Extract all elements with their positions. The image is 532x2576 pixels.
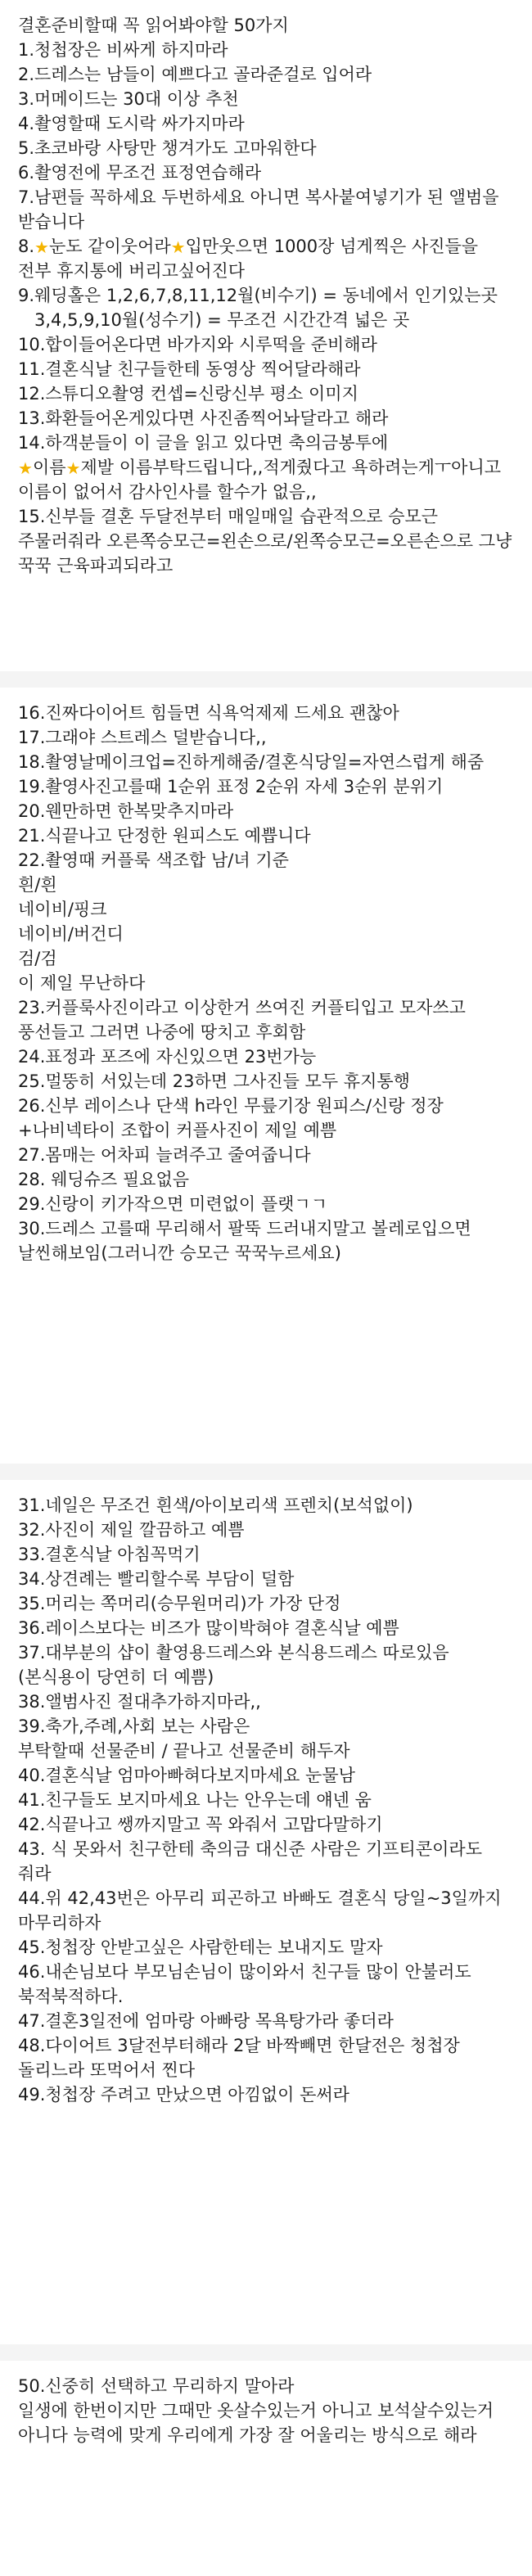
tip-line: 47.결혼3일전에 엄마랑 아빠랑 목욕탕가라 좋더라 xyxy=(18,2011,394,2031)
tip-line xyxy=(18,455,514,504)
star-icon: ★ xyxy=(34,237,49,257)
tip-line: 28. 웨딩슈즈 필요없음 xyxy=(18,1170,190,1189)
section-divider xyxy=(0,671,532,688)
tip-line: 17.그래야 스트레스 덜받습니다,, xyxy=(18,728,267,747)
tip-line: 네이비/핑크 xyxy=(18,900,107,919)
tip-line: 9.웨딩홀은 1,2,6,7,8,11,12월(비수기) = 동네에서 인기있는곳 xyxy=(18,286,498,305)
tip-line: 33.결혼식날 아침꼭먹기 xyxy=(18,1545,201,1564)
tip-line: 18.촬영날메이크업=진하게해줌/결혼식당일=자연스럽게 해줌 xyxy=(18,752,485,772)
tip-text: 제발 이름부탁드립니다,,적게줬다고 욕하려는게ㅜ아니고 이름이 없어서 감사인사를 할수가 없음,, xyxy=(18,458,502,502)
tip-line: 6.촬영전에 무조건 표정연습해라 xyxy=(18,163,262,183)
tip-line: 43. 식 못와서 친구한테 축의금 대신준 사람은 기프티콘이라도 줘라 xyxy=(18,1839,482,1884)
tip-line: 16.진짜다이어트 힘들면 식욕억제제 드세요 괜찮아 xyxy=(18,703,399,723)
tip-text: 입만웃으면 1000장 넘게찍은 사진들을 전부 휴지통에 버리고싶어진다 xyxy=(18,237,479,281)
tip-line: 이 제일 무난하다 xyxy=(18,973,146,993)
tip-line: 49.청첩장 주려고 만났으면 아낌없이 돈써라 xyxy=(18,2085,349,2105)
tip-line: 39.축가,주례,사회 보는 사람은 xyxy=(18,1717,250,1736)
tips-section-1 xyxy=(0,0,532,671)
tip-line: 48.다이어트 3달전부터해라 2달 바짝빼면 한달전은 청첩장 돌리느라 또먹어서 찐다 xyxy=(18,2036,460,2080)
star-icon: ★ xyxy=(18,458,33,478)
tip-line: 15.신부들 결혼 두달전부터 매일매일 습관적으로 승모근 주물러줘라 오른쪽승모근=왼손으로/왼쪽승모근=오른손으로 그냥 꾹꾹 근육파괴되라고 xyxy=(18,507,512,575)
tip-line: 32.사진이 제일 깔끔하고 예쁨 xyxy=(18,1520,245,1540)
tip-line: 45.청첩장 안받고싶은 사람한테는 보내지도 말자 xyxy=(18,1938,383,1957)
tip-line: 34.상견례는 빨리할수록 부담이 덜함 xyxy=(18,1569,295,1589)
tip-line: 44.위 42,43번은 아무리 피곤하고 바빠도 결혼식 당일~3일까지 마무리하자 xyxy=(18,1888,502,1933)
tip-line: 22.촬영때 커플룩 색조합 남/녀 기준 xyxy=(18,850,289,870)
tip-line: 38.앨범사진 절대추가하지마라,, xyxy=(18,1692,261,1712)
tip-line: 네이비/버건디 xyxy=(18,924,124,944)
tip-line: 24.표정과 포즈에 자신있으면 23번가능 xyxy=(18,1047,317,1067)
star-icon: ★ xyxy=(65,458,81,478)
star-icon: ★ xyxy=(170,237,186,257)
tip-line: 부탁할때 선물준비 / 끝나고 선물준비 해두자 xyxy=(18,1741,350,1761)
section-divider xyxy=(0,1464,532,1480)
tip-line: 40.결혼식날 엄마아빠혀다보지마세요 눈물남 xyxy=(18,1766,355,1785)
tips-section-2 xyxy=(0,688,532,1464)
tip-line: 10.합이들어온다면 바가지와 시루떡을 준비해라 xyxy=(18,335,377,354)
tip-line: 27.몸매는 어차피 늘려주고 줄여줍니다 xyxy=(18,1145,311,1165)
tip-line: 23.커플룩사진이라고 이상한거 쓰여진 커플티입고 모자쓰고 풍선들고 그러면 나중에 땅치고 후회함 xyxy=(18,998,466,1042)
tip-line: 12.스튜디오촬영 컨셉=신랑신부 평소 이미지 xyxy=(18,384,358,404)
tip-line: 7.남편들 꼭하세요 두번하세요 아니면 복사붙여넣기가 된 앨범을 받습니다 xyxy=(18,187,499,232)
tip-line: 4.촬영할때 도시락 싸가지마라 xyxy=(18,114,245,133)
tip-line xyxy=(18,234,514,283)
tip-line: 30.드레스 고를때 무리해서 팔뚝 드러내지말고 볼레로입으면 날씬해보임(그러니깐 승모근 꾹꾹누르세요) xyxy=(18,1219,471,1263)
tip-text: 8. xyxy=(18,237,35,256)
tips-section-4 xyxy=(0,2361,532,2576)
tip-line: 일생에 한번이지만 그때만 옷살수있는거 아니고 보석살수있는거 아니다 능력에 맞게 우리에게 가장 잘 어울리는 방식으로 해라 xyxy=(18,2401,494,2445)
tip-line: 42.식끝나고 쌩까지말고 꼭 와줘서 고맙다말하기 xyxy=(18,1815,383,1834)
tip-text: 이름 xyxy=(32,458,66,477)
tip-line: 5.초코바랑 사탕만 챙겨가도 고마워한다 xyxy=(18,138,317,158)
tip-line: 36.레이스보다는 비즈가 많이박혀야 결혼식날 예쁨 xyxy=(18,1618,399,1638)
tips-section-3 xyxy=(0,1480,532,2344)
tip-line: 25.멀뚱히 서있는데 23하면 그사진들 모두 휴지통행 xyxy=(18,1071,410,1091)
tip-line: 19.촬영사진고를때 1순위 표정 2순위 자세 3순위 분위기 xyxy=(18,777,444,796)
tip-line: 41.친구들도 보지마세요 나는 안우는데 얘넨 움 xyxy=(18,1790,372,1810)
tip-line: 1.청첩장은 비싸게 하지마라 xyxy=(18,40,228,60)
tip-line: 검/검 xyxy=(18,949,57,968)
tip-line: 11.결혼식날 친구들한테 동영상 찍어달라해라 xyxy=(18,359,361,379)
tip-line: 14.하객분들이 이 글을 읽고 있다면 축의금봉투에 xyxy=(18,433,389,453)
tip-line: 13.화환들어온게있다면 사진좀찍어놔달라고 해라 xyxy=(18,408,389,428)
tip-line: 흰/흰 xyxy=(18,875,57,895)
tip-line: 29.신랑이 키가작으면 미련없이 플랫ㄱㄱ xyxy=(18,1194,327,1214)
tip-line: 3,4,5,9,10월(성수기) = 무조건 시간간격 넓은 곳 xyxy=(34,310,410,330)
tip-line: 31.네일은 무조건 흰색/아이보리색 프렌치(보석없이) xyxy=(18,1496,413,1515)
tip-line: 26.신부 레이스나 단색 h라인 무릎기장 원피스/신랑 정장+나비넥타이 조합이 커플사진이 제일 예쁨 xyxy=(18,1096,444,1140)
tip-line: 50.신중히 선택하고 무리하지 말아라 xyxy=(18,2376,295,2396)
tip-line: 35.머리는 쪽머리(승무원머리)가 가장 단정 xyxy=(18,1594,341,1613)
section-divider xyxy=(0,2344,532,2361)
tip-line: 37.대부분의 샵이 촬영용드레스와 본식용드레스 따로있음 (본식용이 당연히 더 예쁨) xyxy=(18,1643,449,1687)
tip-text: 눈도 같이웃어라 xyxy=(48,237,171,256)
tip-line: 2.드레스는 남들이 예쁘다고 골라준걸로 입어라 xyxy=(18,65,372,84)
tip-line: 46.내손님보다 부모님손님이 많이와서 친구들 많이 안불러도 북적북적하다. xyxy=(18,1962,471,2006)
page-title: 결혼준비할때 꼭 읽어봐야할 50가지 xyxy=(18,16,289,35)
tip-line: 3.머메이드는 30대 이상 추천 xyxy=(18,89,239,109)
tip-line: 21.식끝나고 단정한 원피스도 예쁩니다 xyxy=(18,826,311,846)
tip-line: 20.웬만하면 한복맞추지마라 xyxy=(18,801,234,821)
